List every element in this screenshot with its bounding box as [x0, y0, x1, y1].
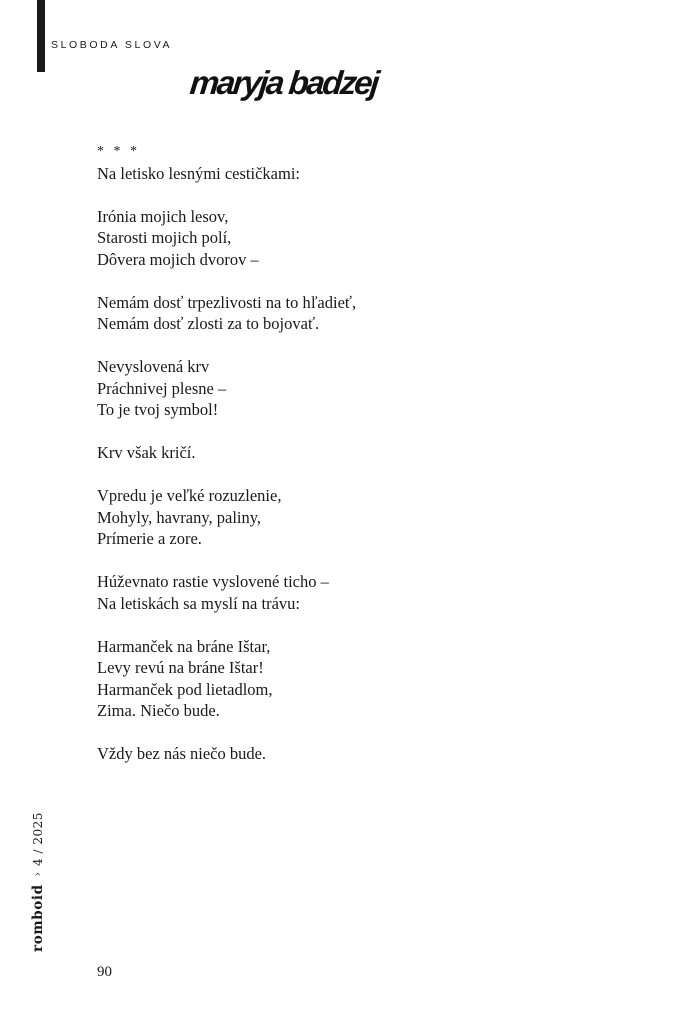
journal-sidebar — [30, 800, 46, 952]
poem-line: Zima. Niečo bude. — [97, 701, 220, 720]
poem-line: Húževnato rastie vyslovené ticho – — [97, 572, 329, 591]
issue-number: 4 / 2025 — [31, 812, 45, 866]
stanza — [97, 485, 617, 550]
section-break-stars: * * * — [97, 144, 140, 159]
poem-line: Na letiskách sa myslí na trávu: — [97, 593, 300, 613]
section-label: SLOBODA SLOVA — [51, 39, 173, 51]
author-name: maryja badzej — [188, 64, 380, 101]
poem-line: Nevyslovená krv — [97, 357, 210, 376]
stanza — [97, 636, 617, 722]
poem-line: To je tvoj symbol! — [97, 400, 219, 419]
poem-line: Starosti mojich polí, — [97, 228, 232, 247]
poem-line: Na letisko lesnými cestičkami: — [97, 163, 300, 183]
poem-line: Vždy bez nás niečo bude. — [97, 744, 267, 763]
stanza — [97, 292, 617, 335]
header-accent-bar — [37, 0, 45, 72]
stanza — [97, 356, 617, 421]
poem-line: Irónia mojich lesov, — [97, 206, 229, 226]
poem-stars-line — [97, 141, 617, 163]
stanza — [97, 163, 617, 185]
poem-line: Práchnivej plesne – — [97, 378, 227, 398]
poem-line: Harmanček na bráne Ištar, — [97, 636, 271, 656]
chevron-right-icon: › — [31, 871, 44, 877]
page-number: 90 — [97, 964, 112, 980]
stanza — [97, 206, 617, 271]
poem-line: Vpredu je veľké rozuzlenie, — [97, 486, 282, 505]
stanza — [97, 571, 617, 614]
poem-line: Harmanček pod lietadlom, — [97, 679, 273, 699]
journal-sidebar-text — [30, 800, 46, 952]
stanza — [97, 442, 617, 464]
poem-line: Mohyly, havrany, paliny, — [97, 507, 262, 527]
poem-line: Prímerie a zore. — [97, 529, 202, 548]
poem-line: Levy revú na bráne Ištar! — [97, 658, 264, 677]
poem-line: Nemám dosť trpezlivosti na to hľadieť, — [97, 292, 357, 312]
poem-line: Dôvera mojich dvorov – — [97, 249, 259, 269]
stanza — [97, 743, 617, 765]
journal-name: romboid — [30, 884, 46, 952]
poem — [97, 141, 617, 786]
poem-line: Nemám dosť zlosti za to bojovať. — [97, 314, 320, 333]
poem-line: Krv však kričí. — [97, 443, 196, 462]
